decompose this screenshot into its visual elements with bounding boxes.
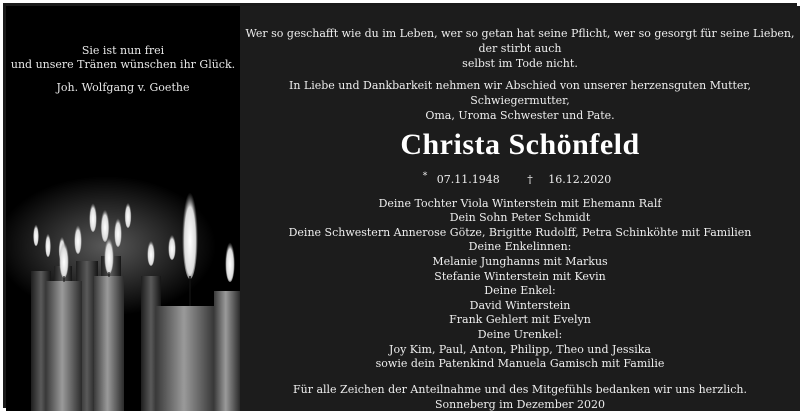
candles-photo <box>6 156 240 411</box>
deceased-name: Christa Schönfeld <box>400 128 640 161</box>
closing-line-2: Sonneberg im Dezember 2020 <box>435 397 605 411</box>
family-line: Frank Gehlert mit Evelyn <box>449 313 591 327</box>
family-heading: Deine Enkelinnen: <box>468 240 572 254</box>
family-line: Deine Tochter Viola Winterstein mit Ehemann Ralf <box>378 196 662 210</box>
birth-symbol: * <box>422 170 428 181</box>
death-date <box>521 173 617 186</box>
intro-line-2: selbst im Tode nicht. <box>462 57 578 70</box>
birth-date-value: 07.11.1948 <box>436 172 500 186</box>
left-panel <box>6 6 240 411</box>
family-line: Joy Kim, Paul, Anton, Philipp, Theo und Jessika <box>389 342 651 356</box>
right-panel <box>240 6 800 411</box>
poem-quote <box>6 44 240 95</box>
death-date-value: 16.12.2020 <box>548 172 612 186</box>
intro-line-4: Oma, Uroma Schwester und Pate. <box>425 109 615 122</box>
intro-line-1: Wer so geschafft wie du im Leben, wer so getan hat seine Pflicht, wer so gesorgt für seine Lieben, der stirbt auch <box>245 27 795 55</box>
family-line: Stefanie Winterstein mit Kevin <box>434 269 606 283</box>
birth-date <box>422 170 506 186</box>
family-line: Dein Sohn Peter Schmidt <box>449 211 591 225</box>
closing-line-1: Für alle Zeichen der Anteilnahme und des Mitgefühls bedanken wir uns herzlich. <box>292 382 747 396</box>
family-heading: Deine Enkel: <box>484 284 556 298</box>
quote-line-1: Sie ist nun frei <box>81 44 165 57</box>
family-line: Melanie Junghanns mit Markus <box>432 255 608 269</box>
family-line: David Winterstein <box>469 298 571 312</box>
family-line: sowie dein Patenkind Manuela Gamisch mit Familie <box>375 357 665 371</box>
intro-line-3: In Liebe und Dankbarkeit nehmen wir Abschied von unserer herzensguten Mutter, Schwiegermutter, <box>289 79 751 107</box>
quote-line-2: und unsere Tränen wünschen ihr Glück. <box>10 58 236 71</box>
life-dates <box>240 169 800 187</box>
death-symbol: † <box>527 172 533 186</box>
notice-content <box>240 26 800 412</box>
quote-author: Joh. Wolfgang v. Goethe <box>56 81 190 94</box>
family-line: Deine Schwestern Annerose Götze, Brigitte Rudolff, Petra Schinköhte mit Familien <box>288 225 752 239</box>
family-heading: Deine Urenkel: <box>477 328 563 341</box>
